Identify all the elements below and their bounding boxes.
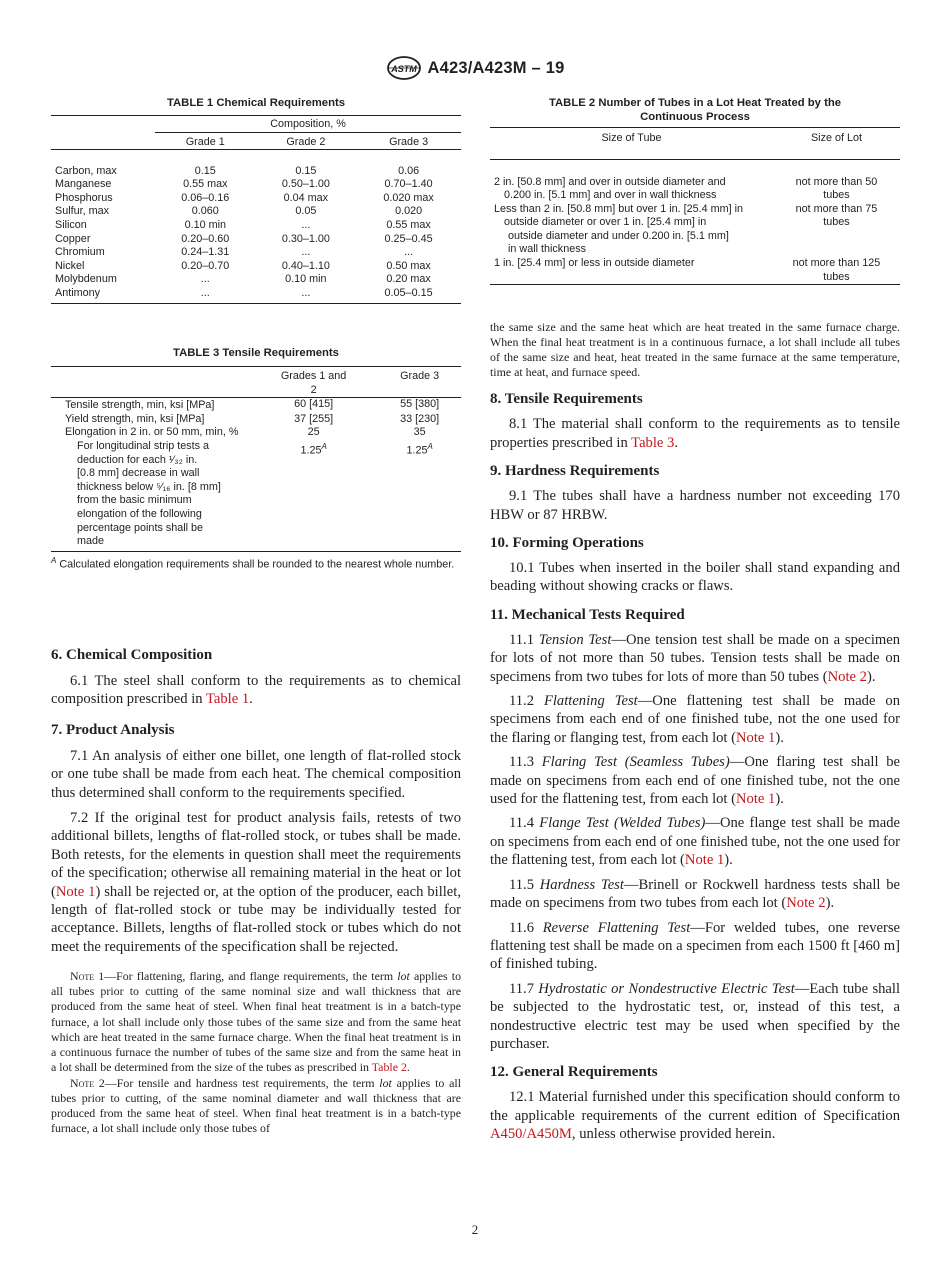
paragraph-6-1: 6.1 The steel shall conform to the requirements as to chemical composition prescribed in Table 1.: [51, 673, 461, 708]
note-1-link[interactable]: Note 1: [736, 729, 776, 746]
note-2-continued: the same size and the same heat which are heat treated in the same furnace charge. When the final heat treatment is in a continuous furnace, a lot shall include all tubes of the same size and heat, heat treated in the same furnace at the same temperature, time at heat, and furnace speed.: [490, 320, 900, 380]
note-1-link[interactable]: Note 1: [736, 791, 776, 808]
table-row: Carbon, max 0.15 0.15 0.06: [55, 164, 420, 177]
table-2-caption: TABLE 2 Number of Tubes in a Lot Heat Treated by the Continuous Process: [548, 97, 842, 123]
paragraph-7-1: 7.1 An analysis of either one billet, one length of flat-rolled stock or one tube shall be made from each heat. The chemical composition thus determined shall conform to the requirements specified.: [51, 747, 461, 801]
table-row: Molybdenum ... 0.10 min 0.20 max: [55, 273, 431, 286]
table-1-group-header: Composition, %: [155, 116, 461, 133]
section-8-title: 8. Tensile Requirements: [490, 391, 643, 408]
table-1-col-grade-2: Grade 2: [286, 135, 326, 148]
section-12-title: 12. General Requirements: [490, 1064, 658, 1081]
note-1: Note 1—For flattening, flaring, and flange requirements, the term lot applies to all tubes prior to cutting of the same nominal size and wall thickness that are produced from the same heat of steel. When final heat treatment is in a batch-type furnace, a lot shall include only those tubes of the same size and from the same heat which are heat treated in the same furnace charge. When the final heat treatment is in a continuous furnace the number of tubes of the same size and from the same heat in a lot shall be determined from the size of the tubes as prescribed in Table 2.: [51, 969, 462, 1074]
note-1-link[interactable]: Note 1: [684, 852, 725, 869]
table-3-col-grades-1-2: Grades 1 and 2: [280, 370, 347, 396]
table-1: [51, 115, 461, 304]
note-2: Note 2—For tensile and hardness test requirements, the term lot applies to all tubes prior to cutting, of the same nominal diameter and wall thickness that are produced from the same heat of steel. When final heat treatment is in a batch-type furnace, a lot shall include only those tubes of: [51, 1075, 461, 1136]
note-2-link[interactable]: Note 2: [786, 895, 826, 912]
paragraph-11-2: 11.2 Flattening Test—One flattening test shall be made on specimens from each end of one finished tube, not the one used for the flaring or flanging test, from each lot (Note 1).: [490, 693, 900, 746]
table-1-block: [51, 96, 461, 304]
astm-logo-icon: [386, 56, 422, 80]
table-2-col-size-of-lot: Size of Lot: [810, 132, 863, 144]
section-10-title: 10. Forming Operations: [490, 535, 644, 551]
table-row: Antimony ... ... 0.05–0.15: [55, 287, 433, 300]
a450-link[interactable]: A450/A450M: [490, 1126, 572, 1143]
table-1-col-grade-3: Grade 3: [389, 135, 429, 148]
table-row: Sulfur, max 0.060 0.05 0.020: [55, 205, 423, 218]
table-row: 2 in. [50.8 mm] and over in outside diameter and 0.200 in. [5.1 mm] and over in wall thickness not more than 50 tubes: [494, 175, 878, 202]
table-2-block: [490, 96, 900, 285]
table-row: Manganese 0.55 max 0.50–1.00 0.70–1.40: [55, 178, 433, 191]
svg-text:ASTM: ASTM: [390, 64, 417, 74]
table-3: [51, 366, 461, 552]
table-row: Chromium 0.24–1.31 ... ...: [55, 246, 414, 259]
paragraph-11-1: 11.1 Tension Test—One tension test shall be made on a specimen for lots of not more than 50 tubes. Tension tests shall be made on specimens from two tubes for lots of more than 50 tubes (Note 2).: [490, 631, 900, 685]
table-1-link[interactable]: Table 1: [205, 691, 250, 708]
table-row: 1 in. [25.4 mm] or less in outside diameter not more than 125 tubes: [494, 257, 881, 283]
table-1-col-grade-1: Grade 1: [185, 135, 225, 148]
table-row: Tensile strength, min, ksi [MPa] 60 [415] 55 [380]: [51, 398, 461, 413]
table-3-link[interactable]: Table 3: [631, 434, 675, 451]
right-column-text: [490, 320, 900, 1144]
table-3-caption: TABLE 3 Tensile Requirements: [173, 347, 339, 359]
paragraph-10-1: 10.1 Tubes when inserted in the boiler shall stand expanding and beading without showing cracks or flaws.: [490, 560, 900, 595]
table-row: Phosphorus 0.06–0.16 0.04 max 0.020 max: [55, 191, 434, 204]
note-2-link[interactable]: Note 2: [827, 668, 867, 685]
table-3-footnote: $^A$ Calculated elongation requirements shall be rounded to the nearest whole number.: [51, 555, 455, 571]
table-row: Nickel 0.20–0.70 0.40–1.10 0.50 max: [55, 259, 431, 272]
paragraph-11-6: 11.6 Reverse Flattening Test—For welded tubes, one reverse flattening test shall be made on a specimen from each 1500 ft [460 m] of finished tubing.: [490, 919, 900, 973]
section-7-title: 7. Product Analysis: [51, 721, 175, 738]
paragraph-12-1: 12.1 Material furnished under this specification should conform to the applicable requirements of the current edition of Specification A450/A450M, unless otherwise provided herein.: [490, 1089, 900, 1143]
table-3-block: [51, 346, 461, 572]
page-number: 2: [471, 1222, 479, 1237]
table-row: Elongation in 2 in. or 50 mm, min, % 25 35: [65, 426, 426, 439]
table-2-col-size-of-tube: Size of Tube: [601, 132, 662, 144]
table-2: [490, 127, 900, 285]
page-header: [0, 56, 950, 85]
paragraph-8-1: 8.1 The material shall conform to the requirements as to tensile properties prescribed in Table 3.: [490, 416, 900, 451]
table-row: Less than 2 in. [50.8 mm] but over 1 in. [25.4 mm] in outside diameter or over 1 in. [25.4 mm] in outside diameter and under 0.200 in. [5.1 mm] in wall thickness not more than 75 tubes: [494, 202, 878, 256]
paragraph-11-4: 11.4 Flange Test (Welded Tubes)—One flange test shall be made on specimens from each end of one finished tube, not the one used for the flattening test, from each lot (Note 1).: [490, 815, 900, 869]
paragraph-11-5: 11.5 Hardness Test—Brinell or Rockwell hardness tests shall be made on specimens from two tubes from each lot (Note 2).: [490, 876, 901, 912]
section-11-title: 11. Mechanical Tests Required: [490, 606, 685, 623]
section-6-title: 6. Chemical Composition: [51, 647, 213, 663]
designation-title: A423/A423M – 19: [427, 58, 565, 77]
note-1-link[interactable]: Note 1: [55, 883, 96, 900]
table-row: For longitudinal strip tests a deduction for each ¹⁄₃₂ in. [0.8 mm] decrease in wall thickness below ⁵⁄₁₆ in. [8 mm] from the basic minimum elongation of the following percentage points shall be made $1.25^A$ $1.25^A$: [77, 439, 433, 548]
table-row: Copper 0.20–0.60 0.30–1.00 0.25–0.45: [55, 232, 433, 245]
paragraph-9-1: 9.1 The tubes shall have a hardness number not exceeding 170 HBW or 87 HRBW.: [490, 488, 900, 523]
table-row: Yield strength, min, ksi [MPa] 37 [255] 33 [230]: [65, 412, 440, 425]
table-2-link[interactable]: Table 2: [371, 1059, 407, 1074]
table-row: Silicon 0.10 min ... 0.55 max: [55, 219, 431, 232]
table-1-caption: TABLE 1 Chemical Requirements: [166, 97, 346, 109]
table-3-col-grade-3: Grade 3: [400, 370, 440, 382]
paragraph-7-2: 7.2 If the original test for product analysis fails, retests of two additional billets, lengths of flat-rolled stock, or tubes shall be made. Both retests, for the elements in question shall meet the requirements of the specification; otherwise all remaining material in the heat or lot (Note 1) shall be rejected or, at the option of the producer, each billet, length of flat-rolled stock or tube may be individually tested for acceptance. Billets, lengths of flat-rolled stock or tubes which do not meet the requirements of the specification shall be rejected.: [51, 810, 461, 955]
paragraph-11-3: 11.3 Flaring Test (Seamless Tubes)—One flaring test shall be made on specimens from each end of one finished tube, not the one used for the flattening test, from each lot (Note 1).: [490, 754, 900, 808]
section-9-title: 9. Hardness Requirements: [490, 463, 660, 480]
paragraph-11-7: 11.7 Hydrostatic or Nondestructive Electric Test—Each tube shall be subjected to the hydrostatic test, or, instead of this test, a nondestructive electric test may be used when specified by the purchaser.: [490, 980, 901, 1052]
left-column-text: [51, 646, 461, 1136]
